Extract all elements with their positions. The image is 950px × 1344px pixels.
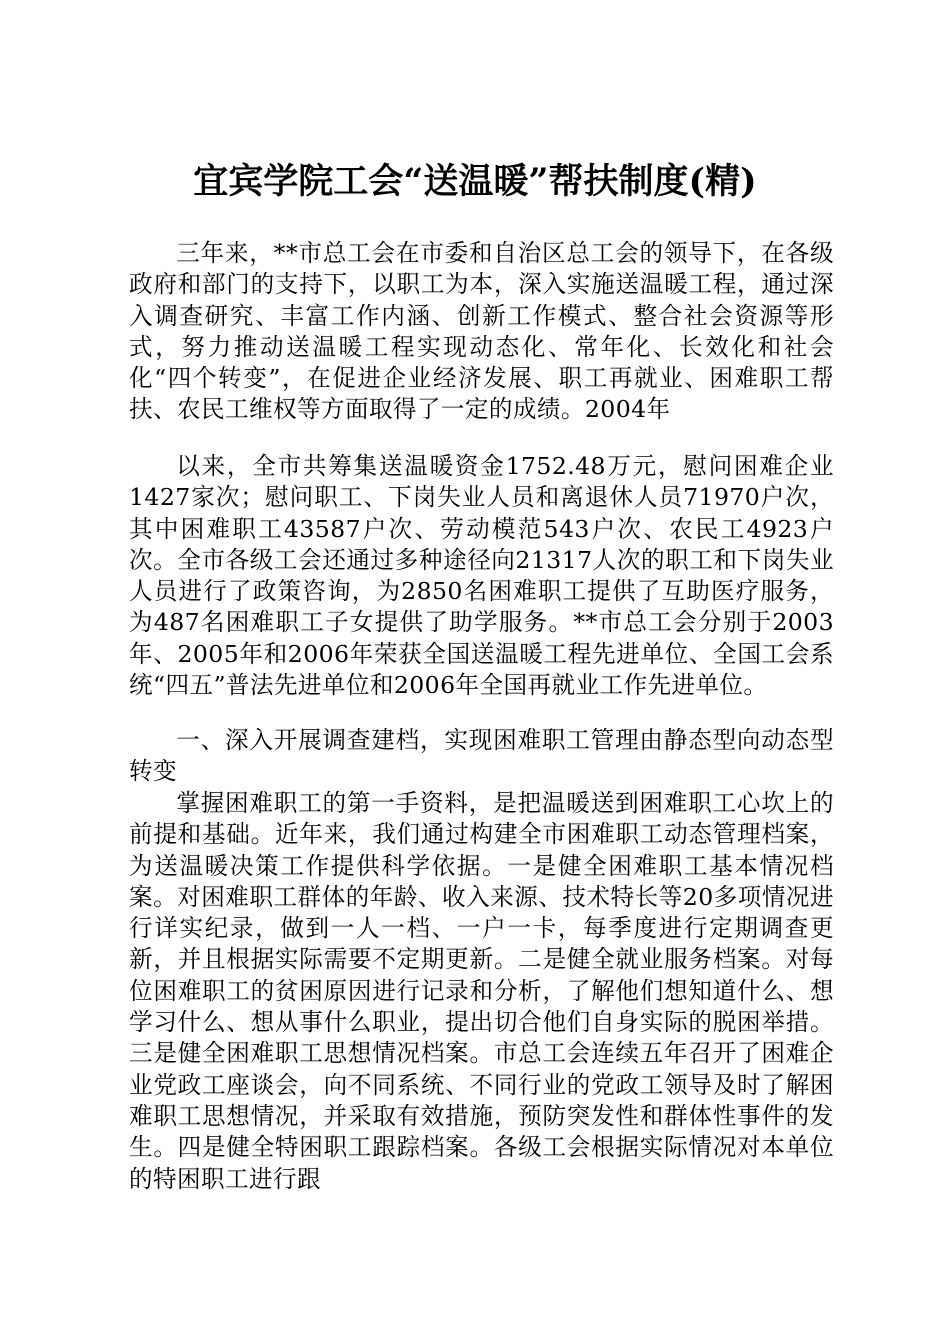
paragraph-intro: 三年来，**市总工会在市委和自治区总工会的领导下，在各级政府和部门的支持下，以职工为本，深入实施送温暖工程，通过深入调查研究、丰富工作内涵、创新工作模式、整合社会资源等形式，努力推动送温暖工程实现动态化、常年化、长效化和社会化“四个转变”，在促进企业经济发展、职工再就业、困难职工帮扶、农民工维权等方面取得了一定的成绩。2004年 <box>129 239 834 424</box>
section-heading-1: 一、深入开展调查建档，实现困难职工管理由静态型向动态型转变 <box>129 726 834 786</box>
paragraph-statistics: 以来，全市共筹集送温暖资金1752.48万元，慰问困难企业1427家次；慰问职工、下岗失业人员和离退休人员71970户次，其中困难职工43587户次、劳动模范543户次、农民工4923户次。全市各级工会还通过多种途径向21317人次的职工和下岗失业人员进行了政策咨询，为2850名困难职工提供了互助医疗服务，为487名困难职工子女提供了助学服务。**市总工会分别于2003年、2005年和2006年荣获全国送温暖工程先进单位、全国工会系统“四五”普法先进单位和2006年全国再就业工作先进单位。 <box>129 452 834 700</box>
document-title: 宜宾学院工会“送温暖”帮扶制度(精) <box>193 161 757 202</box>
paragraph-section-1-body: 掌握困难职工的第一手资料，是把温暖送到困难职工心坎上的前提和基础。近年来，我们通过构建全市困难职工动态管理档案，为送温暖决策工作提供科学依据。一是健全困难职工基本情况档案。对困难职工群体的年龄、收入来源、技术特长等20多项情况进行详实纪录，做到一人一档、一户一卡，每季度进行定期调查更新，并且根据实际需要不定期更新。二是健全就业服务档案。对每位困难职工的贫困原因进行记录和分析，了解他们想知道什么、想学习什么、想从事什么职业，提出切合他们自身实际的脱困举措。三是健全困难职工思想情况档案。市总工会连续五年召开了困难企业党政工座谈会，向不同系统、不同行业的党政工领导及时了解困难职工思想情况，并采取有效措施，预防突发性和群体性事件的发生。四是健全特困职工跟踪档案。各级工会根据实际情况对本单位的特困职工进行跟 <box>129 789 834 1193</box>
